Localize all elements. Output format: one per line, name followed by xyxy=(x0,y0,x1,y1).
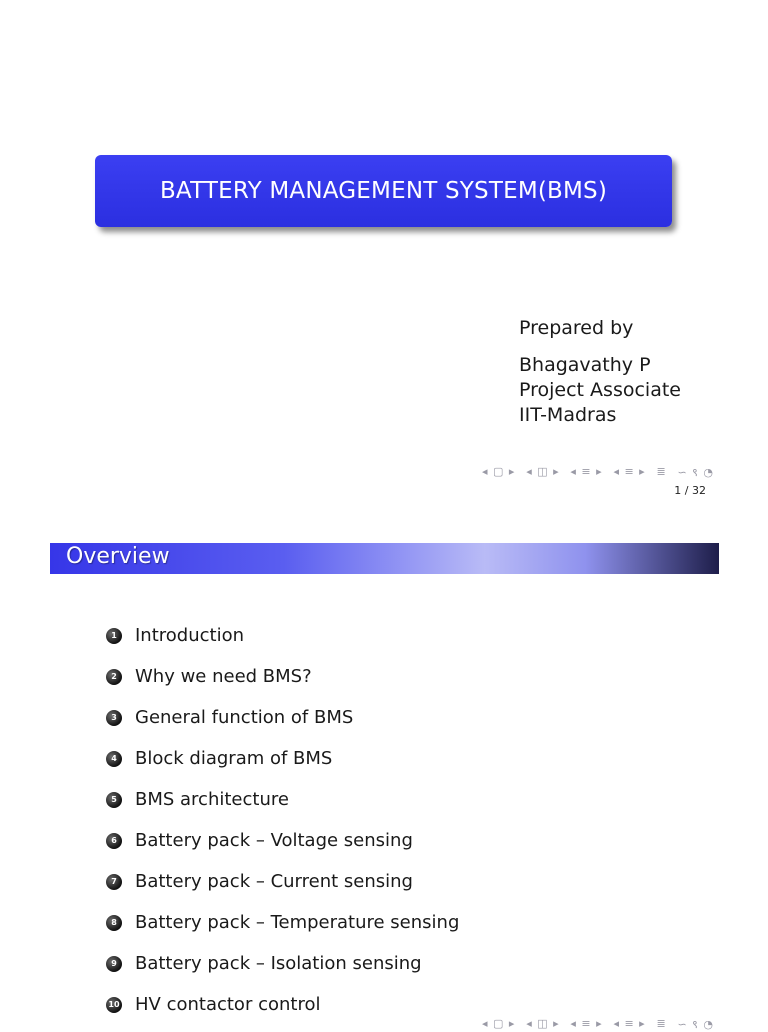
list-item[interactable] xyxy=(106,738,459,779)
numbered-bullet-icon: 6 xyxy=(106,833,122,849)
numbered-bullet-icon: 1 xyxy=(106,628,122,644)
page-number: 1 / 32 xyxy=(674,484,706,497)
nav-subsection-icon[interactable]: ◂ ◫ ▸ xyxy=(526,1017,560,1030)
list-item[interactable] xyxy=(106,820,459,861)
list-item[interactable] xyxy=(106,779,459,820)
overview-slide xyxy=(0,540,768,1031)
title-box xyxy=(95,155,672,227)
nav-appendix-icon[interactable]: ≣ xyxy=(656,465,667,478)
list-item[interactable] xyxy=(106,984,459,1025)
numbered-bullet-icon: 9 xyxy=(106,956,122,972)
table-of-contents xyxy=(106,615,459,1025)
list-item[interactable] xyxy=(106,902,459,943)
numbered-bullet-icon: 3 xyxy=(106,710,122,726)
beamer-navigation-bar[interactable] xyxy=(482,1017,714,1031)
toc-item-label: Why we need BMS? xyxy=(135,666,312,687)
prepared-by-label: Prepared by xyxy=(519,317,634,339)
author-block xyxy=(519,316,681,428)
list-item[interactable] xyxy=(106,861,459,902)
nav-frame-icon[interactable]: ◂ ▢ ▸ xyxy=(482,465,516,478)
toc-item-label: Introduction xyxy=(135,625,245,646)
list-item[interactable] xyxy=(106,656,459,697)
nav-frame-icon[interactable]: ◂ ▢ ▸ xyxy=(482,1017,516,1030)
nav-section-icon[interactable]: ◂ ≡ ▸ xyxy=(570,465,603,478)
nav-search-back-icon[interactable]: ∽ ९ ◔ xyxy=(677,1018,714,1031)
toc-item-label: Battery pack – Isolation sensing xyxy=(135,953,422,974)
nav-document-icon[interactable]: ◂ ≡ ▸ xyxy=(613,465,646,478)
toc-item-label: Battery pack – Voltage sensing xyxy=(135,830,413,851)
numbered-bullet-icon: 10 xyxy=(106,997,122,1013)
nav-document-icon[interactable]: ◂ ≡ ▸ xyxy=(613,1017,646,1030)
toc-item-label: HV contactor control xyxy=(135,994,321,1015)
numbered-bullet-icon: 7 xyxy=(106,874,122,890)
frame-title-bar xyxy=(50,543,719,574)
toc-item-label: General function of BMS xyxy=(135,707,354,728)
frame-title: Overview xyxy=(66,544,170,569)
toc-item-label: Battery pack – Temperature sensing xyxy=(135,912,460,933)
numbered-bullet-icon: 2 xyxy=(106,669,122,685)
nav-search-back-icon[interactable]: ∽ ९ ◔ xyxy=(677,466,714,479)
nav-appendix-icon[interactable]: ≣ xyxy=(656,1017,667,1030)
numbered-bullet-icon: 4 xyxy=(106,751,122,767)
toc-item-label: BMS architecture xyxy=(135,789,289,810)
nav-section-icon[interactable]: ◂ ≡ ▸ xyxy=(570,1017,603,1030)
beamer-navigation-bar[interactable] xyxy=(482,465,714,480)
author-role: Project Associate xyxy=(519,379,681,401)
list-item[interactable] xyxy=(106,697,459,738)
slide-title: BATTERY MANAGEMENT SYSTEM(BMS) xyxy=(159,178,608,204)
toc-item-label: Block diagram of BMS xyxy=(135,748,333,769)
numbered-bullet-icon: 8 xyxy=(106,915,122,931)
numbered-bullet-icon: 5 xyxy=(106,792,122,808)
author-affiliation: IIT-Madras xyxy=(519,404,617,426)
nav-subsection-icon[interactable]: ◂ ◫ ▸ xyxy=(526,465,560,478)
list-item[interactable] xyxy=(106,943,459,984)
author-name: Bhagavathy P xyxy=(519,354,651,376)
toc-item-label: Battery pack – Current sensing xyxy=(135,871,413,892)
list-item[interactable] xyxy=(106,615,459,656)
title-slide xyxy=(0,0,768,510)
